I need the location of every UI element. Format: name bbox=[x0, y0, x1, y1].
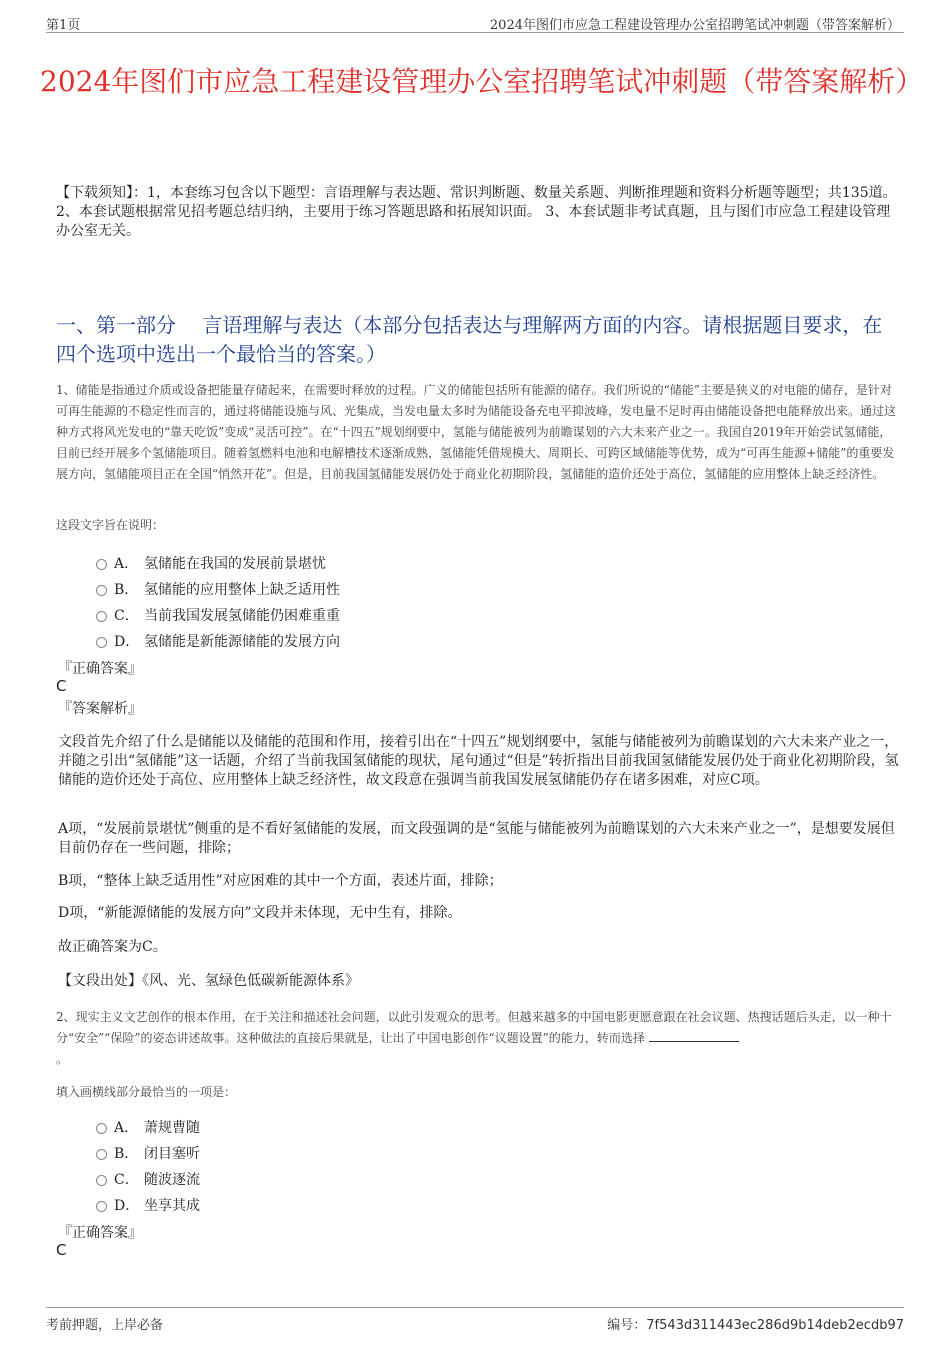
q1-analysis-label: 『答案解析』 bbox=[58, 701, 142, 717]
radio-icon[interactable] bbox=[96, 1123, 107, 1134]
footer-code: 编号：7f543d311443ec286d9b14deb2ecdb97 bbox=[607, 1318, 904, 1333]
document-title: 2024年图们市应急工程建设管理办公室招聘笔试冲刺题（带答案解析） bbox=[40, 64, 924, 98]
q1-analysis-p5: 故正确答案为C。 bbox=[58, 939, 167, 955]
q2-option-b[interactable]: B． 闭目塞听 bbox=[96, 1141, 516, 1167]
radio-icon[interactable] bbox=[96, 1149, 107, 1160]
q2-option-c[interactable]: C． 随波逐流 bbox=[96, 1167, 516, 1193]
question-2-prompt: 填入画横线部分最恰当的一项是： bbox=[56, 1085, 237, 1099]
radio-icon[interactable] bbox=[96, 559, 107, 570]
page-number: 第1页 bbox=[46, 18, 81, 33]
section-heading: 一、第一部分 言语理解与表达（本部分包括表达与理解两方面的内容。请根据题目要求，在四个选项中选出一个最恰当的答案。） bbox=[56, 313, 883, 366]
fill-blank bbox=[649, 1029, 739, 1042]
q1-option-c[interactable]: C． 当前我国发展氢储能仍困难重重 bbox=[96, 603, 516, 629]
question-1-options bbox=[96, 551, 516, 655]
q2-answer: C bbox=[56, 1241, 67, 1259]
q1-option-b[interactable]: B． 氢储能的应用整体上缺乏适用性 bbox=[96, 577, 516, 603]
radio-icon[interactable] bbox=[96, 585, 107, 596]
q2-option-d[interactable]: D． 坐享其成 bbox=[96, 1193, 516, 1219]
q2-option-a[interactable]: A． 萧规曹随 bbox=[96, 1115, 516, 1141]
q1-analysis-p3: B项，“整体上缺乏适用性”对应困难的其中一个方面，表述片面，排除； bbox=[58, 873, 503, 889]
download-notice: 【下载须知】：1，本套练习包含以下题型：言语理解与表达题、常识判断题、数量关系题、判断推理题和资料分析题等题型；共135道。 2、本套试题根据常见招考题总结归纳，主要用于练习答题思路和拓展知识面。 3、本套试题非考试真题，且与图们市应急工程建设管理办公室无关。 bbox=[56, 185, 897, 239]
q1-answer: C bbox=[56, 677, 67, 695]
q1-option-a[interactable]: A． 氢储能在我国的发展前景堪忧 bbox=[96, 551, 516, 577]
q1-source: 【文段出处】《风、光、氢绿色低碳新能源体系》 bbox=[58, 973, 359, 989]
page-header bbox=[46, 10, 904, 33]
question-2-options bbox=[96, 1115, 516, 1219]
q1-answer-label: 『正确答案』 bbox=[58, 661, 142, 677]
question-1-text: 1、储能是指通过介质或设备把能量存储起来，在需要时释放的过程。广义的储能包括所有能源的储存。我们所说的“储能”主要是狭义的对电能的储存，是针对可再生能源的不稳定性而言的，通过将储能设施与风、光集成，当发电量太多时为储能设备充电平抑波峰，发电量不足时再由储能设备把电能释放出来。通过这种方式将风光发电的“靠天吃饭”变成“灵活可控”。在“十四五”规划纲要中，氢能与储能被列为前瞻谋划的六大未来产业之一。我国自2019年开始尝试氢储能，目前已经开展多个氢储能项目。随着氢燃料电池和电解槽技术逐渐成熟，氢储能凭借规模大、周期长、可跨区域储能等优势，成为“可再生能源+储能”的重要发展方向，氢储能项目正在全国“悄然开花”。但是，目前我国氢储能发展仍处于商业化初期阶段，氢储能的造价还处于高位，氢储能的应用整体上缺乏经济性。 bbox=[56, 383, 897, 481]
q1-analysis-p2: A项，“发展前景堪忧”侧重的是不看好氢储能的发展，而文段强调的是“氢能与储能被列为前瞻谋划的六大未来产业之一”，是想要发展但目前仍存在一些问题，排除； bbox=[58, 821, 895, 856]
question-1-prompt: 这段文字旨在说明： bbox=[56, 518, 165, 532]
footer-slogan: 考前押题，上岸必备 bbox=[46, 1318, 164, 1333]
question-2-text: 2、现实主义文艺创作的根本作用，在于关注和描述社会问题，以此引发观众的思考。但越来越多的中国电影更愿意跟在社会议题、热搜话题后头走，以一种十分“安全”“保险”的姿态讲述故事。这种做法的直接后果就是，让出了中国电影创作“议题设置”的能力，转而选择 。 bbox=[56, 1010, 892, 1066]
q1-analysis-p4: D项，“新能源储能的发展方向”文段并未体现，无中生有，排除。 bbox=[58, 905, 462, 921]
q1-analysis-p1: 文段首先介绍了什么是储能以及储能的范围和作用，接着引出在“十四五”规划纲要中，氢能与储能被列为前瞻谋划的六大未来产业之一，并随之引出“氢储能”这一话题，介绍了当前我国氢储能的现状，尾句通过“但是”转折指出目前我国氢储能发展仍处于商业化初期阶段，氢储能的造价还处于高位、应用整体上缺乏经济性，故文段意在强调当前我国发展氢储能仍存在诸多困难，对应C项。 bbox=[58, 734, 899, 788]
radio-icon[interactable] bbox=[96, 1175, 107, 1186]
q1-option-d[interactable]: D． 氢储能是新能源储能的发展方向 bbox=[96, 629, 516, 655]
q2-answer-label: 『正确答案』 bbox=[58, 1225, 142, 1241]
page-footer bbox=[46, 1307, 904, 1338]
radio-icon[interactable] bbox=[96, 611, 107, 622]
radio-icon[interactable] bbox=[96, 1201, 107, 1212]
radio-icon[interactable] bbox=[96, 637, 107, 648]
header-doc-title: 2024年图们市应急工程建设管理办公室招聘笔试冲刺题（带答案解析） bbox=[489, 18, 900, 33]
